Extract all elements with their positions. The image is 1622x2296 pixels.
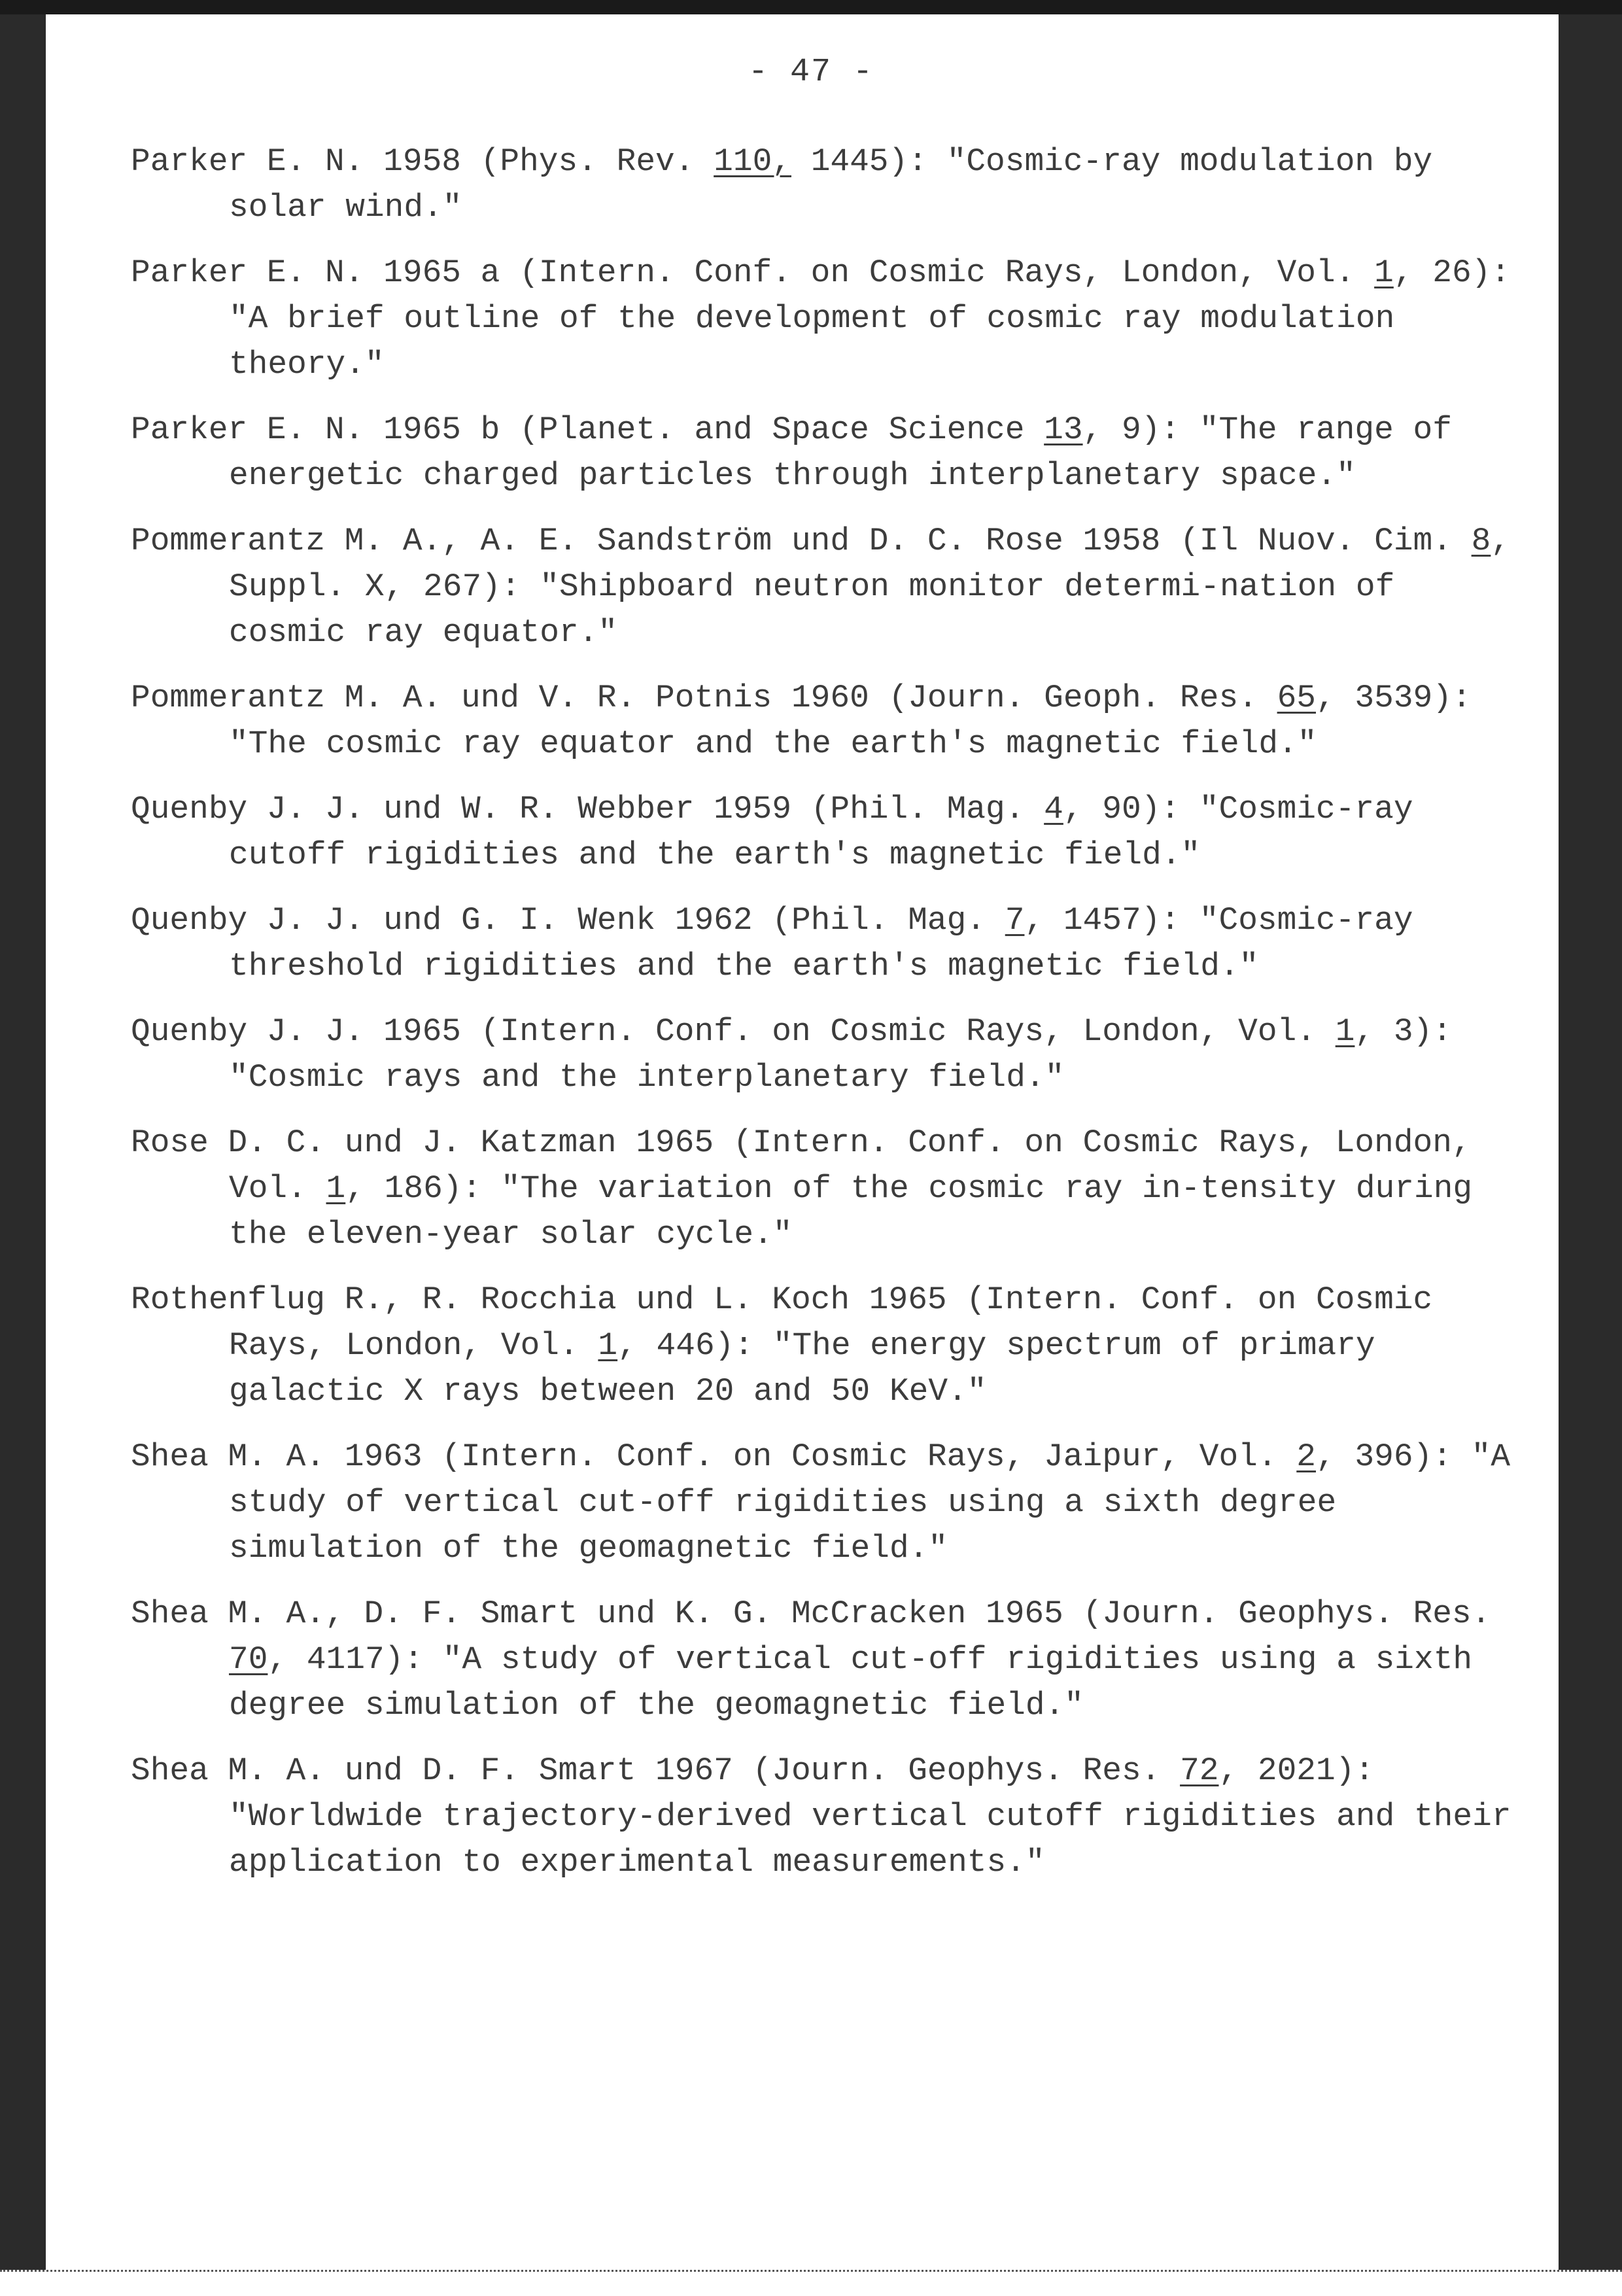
reference-item <box>131 250 1530 387</box>
scan-border-top <box>0 0 1622 14</box>
reference-text: 1445): "Cosmic-ray modulation by solar wind." <box>229 143 1433 226</box>
reference-text: , 3): "Cosmic rays and the interplanetary field." <box>229 1013 1452 1096</box>
reference-text: Shea M. A. und D. F. Smart 1967 (Journ. Geophys. Res. <box>131 1752 1181 1789</box>
reference-item <box>131 518 1530 655</box>
reference-text: , 4117): "A study of vertical cut-off rigidities using a sixth degree simulation of the geomagnetic field." <box>229 1641 1473 1724</box>
reference-item <box>131 1009 1530 1100</box>
reference-text: Rose D. C. und J. Katzman 1965 (Intern. Conf. on Cosmic Rays, London, Vol. <box>131 1124 1472 1207</box>
volume-number: 65 <box>1277 680 1317 716</box>
reference-text: , 26): "A brief outline of the development of cosmic ray modulation theory." <box>229 254 1511 383</box>
reference-item <box>131 1591 1530 1728</box>
reference-text: , 3539): "The cosmic ray equator and the earth's magnetic field." <box>229 680 1472 762</box>
reference-list <box>131 139 1530 1905</box>
reference-item <box>131 1120 1530 1257</box>
reference-text: , 2021): "Worldwide trajectory-derived vertical cutoff rigidities and their application to experimental measurements." <box>229 1752 1511 1881</box>
volume-number: 8 <box>1471 523 1491 559</box>
reference-text: Shea M. A. 1963 (Intern. Conf. on Cosmic Rays, Jaipur, Vol. <box>131 1438 1297 1475</box>
page-number: - 47 - <box>748 54 874 91</box>
reference-text: , 446): "The energy spectrum of primary galactic X rays between 20 and 50 KeV." <box>229 1327 1375 1410</box>
reference-text: Quenby J. J. 1965 (Intern. Conf. on Cosmic Rays, London, Vol. <box>131 1013 1336 1050</box>
volume-number: 72 <box>1180 1752 1219 1789</box>
reference-text: Rothenflug R., R. Rocchia und L. Koch 1965 (Intern. Conf. on Cosmic Rays, London, Vol. <box>131 1281 1433 1364</box>
reference-text: , 396): "A study of vertical cut-off rigidities using a sixth degree simulation of the geomagnetic field." <box>229 1438 1511 1567</box>
reference-item <box>131 407 1530 498</box>
reference-text: , Suppl. X, 267): "Shipboard neutron monitor determi-nation of cosmic ray equator." <box>229 523 1511 651</box>
reference-text: , 186): "The variation of the cosmic ray in-tensity during the eleven-year solar cycle." <box>229 1170 1473 1253</box>
volume-number: 110, <box>714 143 791 180</box>
volume-number: 1 <box>598 1327 618 1364</box>
reference-item <box>131 1748 1530 1885</box>
reference-text: Parker E. N. 1965 b (Planet. and Space Science <box>131 411 1044 448</box>
reference-item <box>131 1434 1530 1571</box>
reference-item <box>131 675 1530 767</box>
volume-number: 1 <box>1335 1013 1355 1050</box>
volume-number: 1 <box>1374 254 1394 291</box>
reference-text: Shea M. A., D. F. Smart und K. G. McCracken 1965 (Journ. Geophys. Res. <box>131 1595 1491 1632</box>
volume-number: 2 <box>1296 1438 1317 1475</box>
reference-item <box>131 1277 1530 1414</box>
reference-item <box>131 786 1530 878</box>
reference-item <box>131 897 1530 989</box>
reference-text: Quenby J. J. und W. R. Webber 1959 (Phil. Mag. <box>131 791 1044 827</box>
reference-text: Parker E. N. 1965 a (Intern. Conf. on Cosmic Rays, London, Vol. <box>131 254 1375 291</box>
scan-border-bottom <box>0 2270 1622 2296</box>
volume-number: 13 <box>1044 411 1083 448</box>
reference-text: , 9): "The range of energetic charged particles through interplanetary space." <box>229 411 1452 494</box>
reference-text: Quenby J. J. und G. I. Wenk 1962 (Phil. Mag. <box>131 902 1005 939</box>
volume-number: 4 <box>1044 791 1063 827</box>
volume-number: 7 <box>1005 902 1025 939</box>
volume-number: 1 <box>326 1170 346 1207</box>
reference-text: , 1457): "Cosmic-ray threshold rigidities and the earth's magnetic field." <box>229 902 1413 984</box>
volume-number: 70 <box>229 1641 268 1678</box>
reference-item <box>131 139 1530 230</box>
reference-text: Pommerantz M. A., A. E. Sandström und D. C. Rose 1958 (Il Nuov. Cim. <box>131 523 1472 559</box>
reference-text: , 90): "Cosmic-ray cutoff rigidities and the earth's magnetic field." <box>229 791 1413 873</box>
reference-text: Parker E. N. 1958 (Phys. Rev. <box>131 143 714 180</box>
reference-text: Pommerantz M. A. und V. R. Potnis 1960 (Journ. Geoph. Res. <box>131 680 1277 716</box>
